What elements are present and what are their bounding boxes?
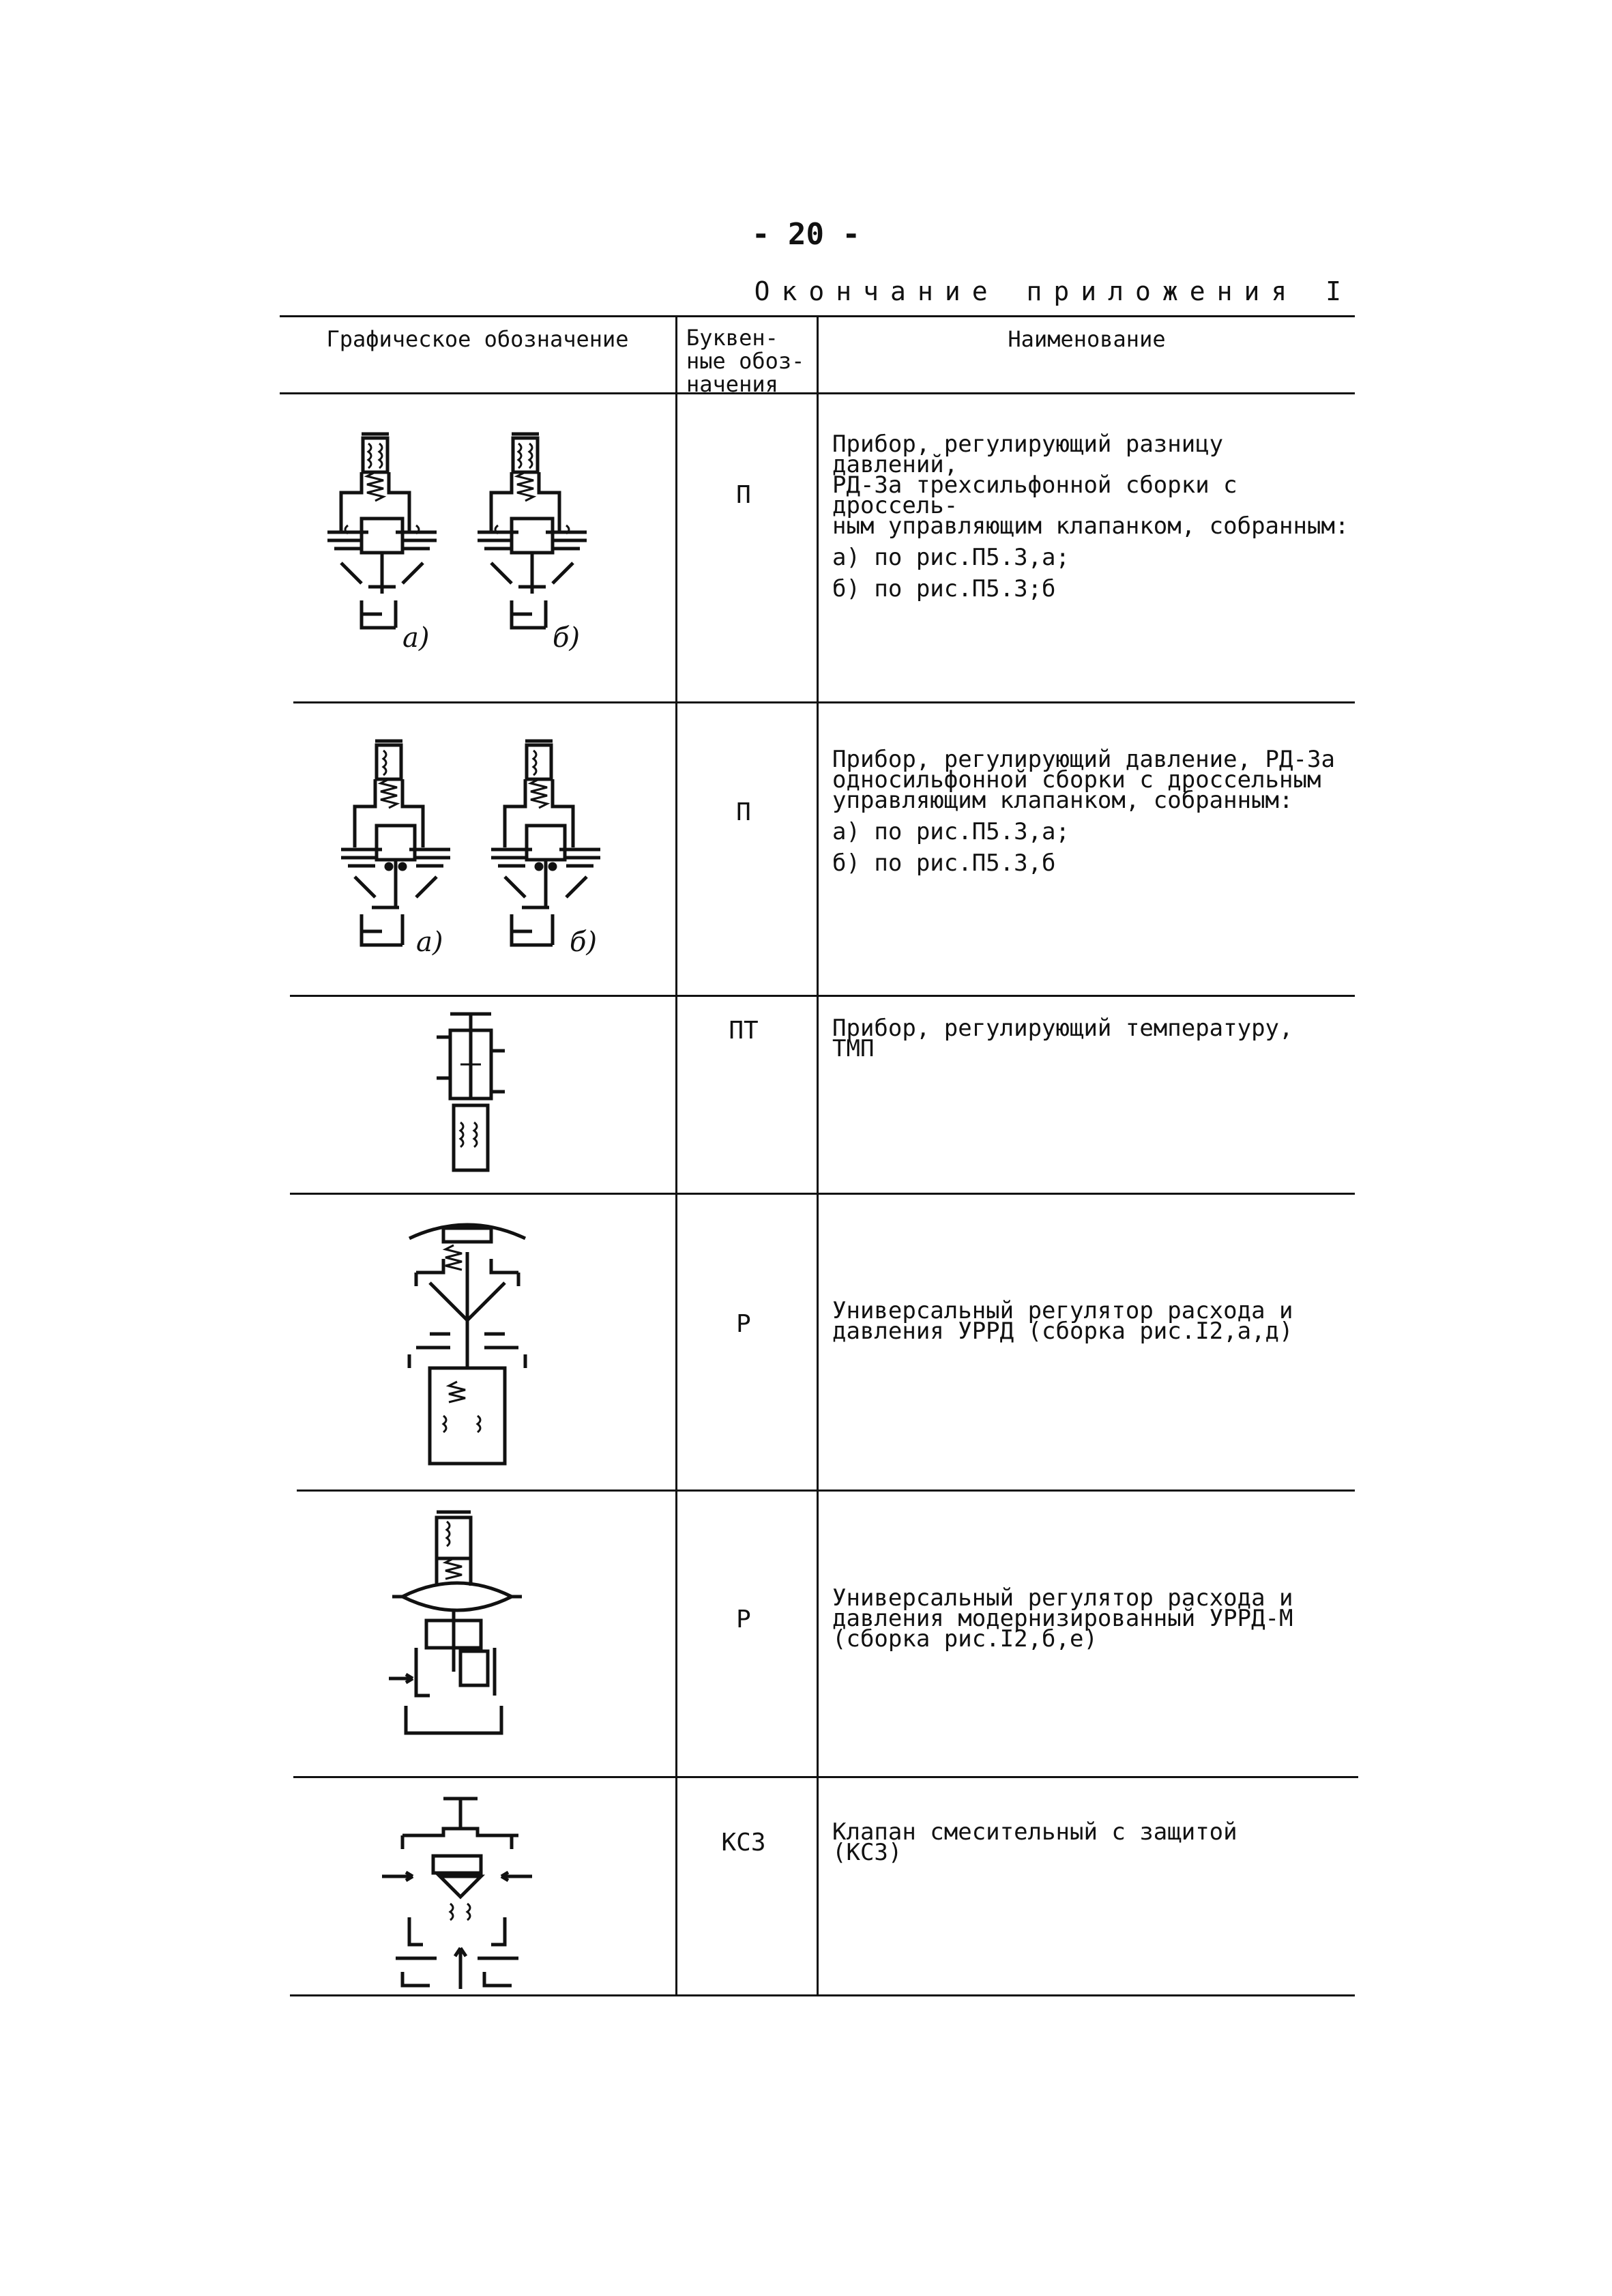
row-2-name [832, 746, 1351, 884]
row-1-code: П [736, 481, 751, 509]
row-6-code: КСЗ [721, 1829, 766, 1857]
row-3-symbol [423, 1010, 518, 1174]
column-rule-2 [817, 315, 819, 1994]
header-graphic: Графическое обозначение [326, 326, 629, 352]
row-6-symbol [382, 1794, 532, 1992]
row-2-symbol-a [334, 737, 457, 955]
row-2-line-2: односильфонной сборки с дроссельным [832, 766, 1321, 794]
row-3-code: ПТ [729, 1017, 759, 1045]
row-rule-4 [297, 1490, 1355, 1492]
row-4-symbol [402, 1211, 532, 1470]
row-2-line-3: управляющим клапанком, собранным: [832, 787, 1293, 814]
row-2-item-b: б) по рис.П5.3,б [832, 849, 1056, 877]
row-3-line-1: Прибор, регулирующий температуру, [832, 1015, 1293, 1042]
row-1-item-b: б) по рис.П5.3;б [832, 575, 1056, 602]
row-2-line-1: Прибор, регулирующий давление, РД-3а [832, 746, 1335, 773]
page-number: - 20 - [752, 217, 860, 252]
row-rule-5 [293, 1776, 1358, 1778]
continuation-title: Окончание приложения I [754, 276, 1353, 306]
row-4-name [832, 1297, 1351, 1345]
row-3-line-2: ТМП [832, 1035, 875, 1062]
row-1-line-3: ным управляющим клапанком, собранным: [832, 512, 1349, 540]
row-1-line-1: Прибор, регулирующий разницу давлений, [832, 431, 1224, 478]
row-2-label-b: б) [570, 927, 598, 958]
row-1-line-2: РД-3а трехсильфонной сборки с дроссель- [832, 471, 1237, 519]
row-4-line-1: Универсальный регулятор расхода и [832, 1297, 1293, 1324]
row-rule-3 [290, 1193, 1355, 1195]
row-2-code: П [736, 798, 751, 826]
header-letter-line-2: ные обоз- [686, 348, 805, 374]
column-rule-1 [675, 315, 677, 1994]
row-4-line-2: давления УРРД (сборка рис.I2,а,д) [832, 1318, 1293, 1345]
header-letter [677, 326, 817, 396]
row-1-label-b: б) [553, 622, 581, 654]
row-5-line-3: (сборка рис.I2,б,е) [832, 1625, 1098, 1653]
row-2-item-a: а) по рис.П5.3,а; [832, 818, 1070, 845]
row-1-name [832, 431, 1351, 610]
row-1-label-a: а) [402, 622, 430, 654]
row-1-item-a: а) по рис.П5.3,а; [832, 544, 1070, 571]
row-5-code: Р [736, 1605, 751, 1633]
row-5-line-1: Универсальный регулятор расхода и [832, 1584, 1293, 1612]
row-6-name [832, 1818, 1351, 1866]
row-2-symbol-b [484, 737, 607, 955]
row-5-line-2: давления модернизированный УРРД-М [832, 1605, 1293, 1632]
row-6-line-2: (КСЗ) [832, 1839, 903, 1866]
row-2-label-a: а) [416, 927, 443, 958]
header-letter-line-1: Буквен- [686, 325, 778, 351]
row-5-symbol [389, 1508, 525, 1747]
header-name: Наименование [1008, 326, 1166, 352]
row-4-code: Р [736, 1310, 751, 1338]
row-rule-1 [293, 701, 1355, 703]
header-letter-line-3: начения [686, 371, 778, 397]
row-5-name [832, 1584, 1351, 1653]
row-6-line-1: Клапан смесительный с защитой [832, 1818, 1237, 1846]
row-1-symbol-a [321, 430, 443, 635]
table-bottom-rule [290, 1994, 1355, 1996]
row-rule-2 [290, 995, 1355, 997]
row-3-name [832, 1015, 1351, 1062]
row-1-symbol-b [471, 430, 593, 635]
